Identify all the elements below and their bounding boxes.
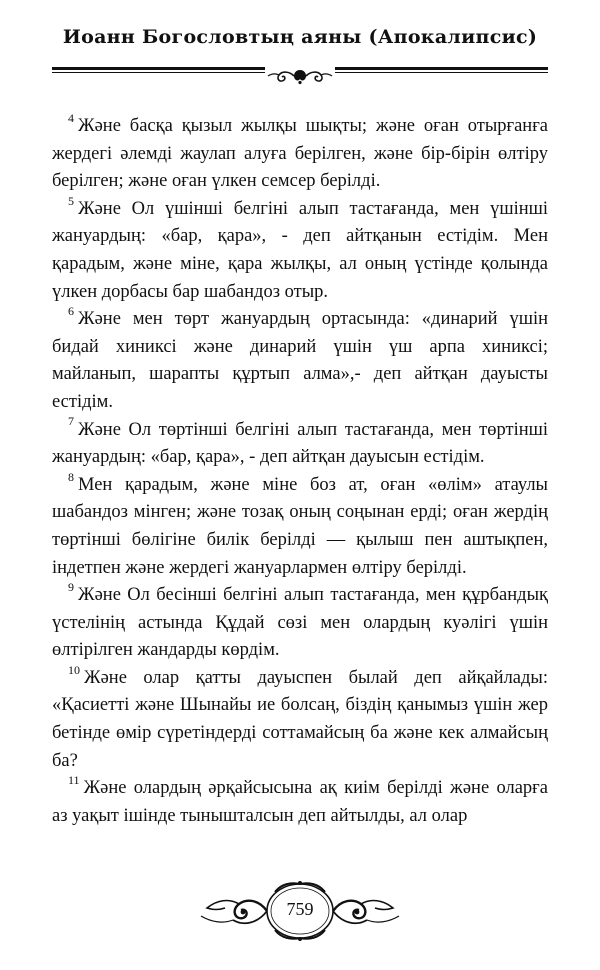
verse-7 [52, 414, 548, 472]
verse-number: 8 [68, 469, 74, 484]
verse-text: Мен қарадым, және міне боз ат, оған «өлім» атаулы шабандоз мінген; және тозақ оның соңынан ерді; оған жердің төртінші бөлігіне билік берілді — қылыш пен аштықпен, індетпен және жердегі жануарлармен өлтіру берілді. [52, 474, 548, 578]
verse-9 [52, 579, 548, 665]
verse-number: 10 [68, 662, 80, 677]
verse-number: 11 [68, 773, 80, 788]
verse-5 [52, 193, 548, 306]
running-head-title: Иоанн Богословтың аяны (Апокалипсис) [62, 26, 538, 48]
verse-number: 6 [68, 304, 74, 318]
verse-6 [52, 306, 548, 416]
verse-number: 4 [68, 110, 74, 125]
scroll-ornament-icon [265, 67, 335, 85]
verse-text: Және Ол бесінші белгіні алып тастағанда, мен құрбандық үстелінің астында Құдай сөзі мен олардың куәлігі үшін өлтірілген жандарды көрдім. [52, 585, 548, 661]
verse-text: Және Ол төртінші белгіні алып тастағанда, мен төртінші жануардың: «бар, қара», - деп айтқан дауысын естідім. [52, 419, 548, 468]
verse-4 [52, 110, 548, 196]
verse-text: Және мен төрт жануардың ортасында: «динарий үшін бидай хиниксі және динарий үшін үш арпа хиниксі; майланып, шарапты құртып алма»,- деп айтқан дауысты естідім. [52, 309, 548, 412]
verse-text: Және Ол үшінші белгіні алып тастағанда, мен үшінші жануардың: «бар, қара», - деп айтқанын естідім. Мен қарадым, және міне, қара жылқы, ал оның үстінде қолында үлкен дорбасы бар шабандоз отыр. [52, 198, 548, 302]
verse-body [52, 110, 548, 830]
verse-number: 9 [68, 579, 74, 594]
verse-text: Және олардың әрқайсысына ақ киім берілді және оларға аз уақыт ішінде тынышталсын деп айтылды, ал олар [52, 778, 548, 826]
page-number: 759 [286, 899, 314, 919]
verse-number: 5 [68, 193, 74, 208]
verse-8 [52, 469, 548, 582]
verse-text: Және басқа қызыл жылқы шықты; және оған отырғанға жердегі әлемді жаулап алуға берілген, және бір-бірін өлтіру берілген; және оған үлкен семсер берілді. [52, 116, 548, 192]
verse-number: 7 [68, 414, 74, 429]
verse-text: Және олар қатты дауыспен былай деп айқайлады: «Қасиетті және Шынайы ие болсаң, біздің қанымыз үшін жер бетінде өмір сүретіндерді соттамайсың ба және кек алмайсың ба? [52, 667, 548, 771]
verse-10 [52, 662, 548, 775]
verse-11 [52, 775, 548, 830]
